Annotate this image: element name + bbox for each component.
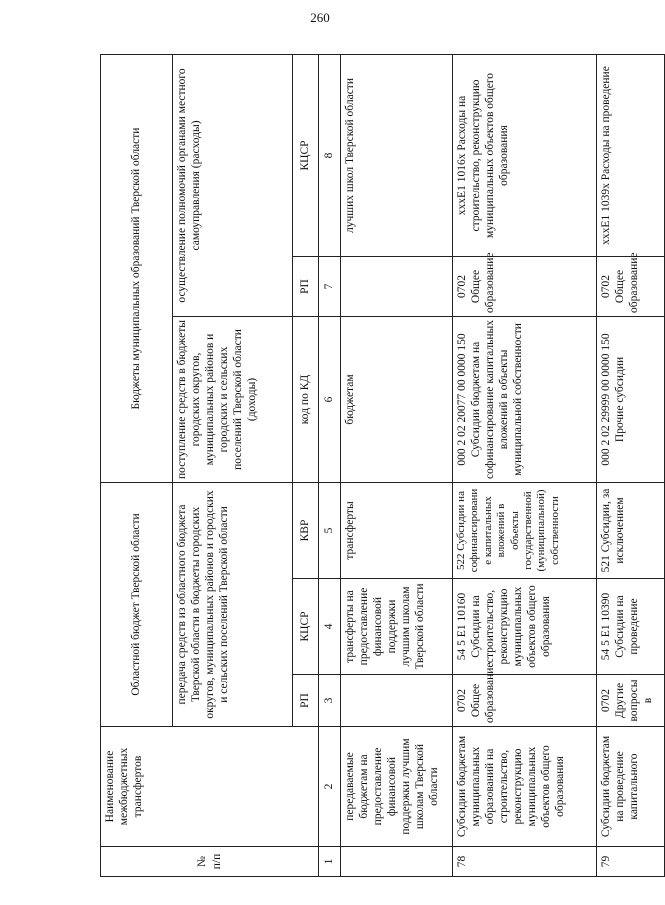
cell-kcsr2: xxxE1 1039x Расходы на проведение bbox=[597, 54, 665, 256]
rotated-table-container bbox=[100, 55, 655, 877]
table-row bbox=[341, 54, 453, 876]
header-regional-budget: Областной бюджет Тверской области bbox=[101, 482, 173, 726]
table-row bbox=[597, 54, 665, 876]
cell-kvr: трансферты bbox=[341, 482, 453, 578]
cell-kd: бюджетам bbox=[341, 316, 453, 482]
col-number: 3 bbox=[319, 675, 341, 727]
cell-kcsr: 54 5 E1 10160 Субсидии на строительство, реконструкцию муниципальных объектов общего образования bbox=[453, 579, 597, 675]
cell-kvr: 522 Субсидии на софинансировани е капитальных вложений в объекты государственной (муниципальной) собственности bbox=[453, 482, 597, 578]
header-rp: РП bbox=[293, 675, 319, 727]
cell-rp2: 0702 Общее образование bbox=[453, 256, 597, 316]
col-number: 8 bbox=[319, 54, 341, 256]
cell-kcsr2: xxxE1 1016x Расходы на строительство, реконструкцию муниципальных объектов общего образования bbox=[453, 54, 597, 256]
header-kcsr: КЦСР bbox=[293, 579, 319, 675]
col-number: 4 bbox=[319, 579, 341, 675]
col-number: 7 bbox=[319, 256, 341, 316]
cell-name: передаваемые бюджетам на предоставление финансовой поддержки лучшим школам Тверской области bbox=[341, 727, 453, 847]
header-municipal-expense-desc: осуществление полномочий органами местного самоуправления (расходы) bbox=[173, 54, 293, 316]
col-number: 6 bbox=[319, 316, 341, 482]
cell-rp2 bbox=[341, 256, 453, 316]
cell-num bbox=[341, 847, 453, 877]
header-rp2: РП bbox=[293, 256, 319, 316]
header-name: Наименование межбюджетных трансфертов bbox=[101, 727, 319, 847]
cell-num: 79 bbox=[597, 847, 665, 877]
cell-kcsr: 54 5 E1 10390 Субсидии на проведение bbox=[597, 579, 665, 675]
header-kd: код по КД bbox=[293, 316, 319, 482]
header-regional-desc: передача средств из областного бюджета Тверской области в бюджеты городских округов, муниципальных районов и городских и сельских поселений Тверской области bbox=[173, 482, 293, 726]
header-municipal-income-desc: поступление средств в бюджеты городских округов, муниципальных районов и городских и сельских поселений Тверской области (доходы) bbox=[173, 316, 293, 482]
cell-rp2: 0702 Общее образование bbox=[597, 256, 665, 316]
budget-table bbox=[100, 54, 665, 877]
cell-name: Субсидии бюджетам муниципальных образований на строительство, реконструкцию муниципальных объектов общего образования bbox=[453, 727, 597, 847]
cell-kd: 000 2 02 20077 00 0000 150 Субсидии бюджетам на софинансирование капитальных вложений в объекты муниципальной собственности bbox=[453, 316, 597, 482]
cell-kcsr2: лучших школ Тверской области bbox=[341, 54, 453, 256]
col-number: 2 bbox=[319, 727, 341, 847]
table-row bbox=[453, 54, 597, 876]
header-municipal-budgets: Бюджеты муниципальных образований Тверской области bbox=[101, 54, 173, 482]
col-number: 1 bbox=[319, 847, 341, 877]
header-kcsr2: КЦСР bbox=[293, 54, 319, 256]
cell-kcsr: трансферты на предоставление финансовой поддержки лучшим школам Тверской области bbox=[341, 579, 453, 675]
cell-rp: 0702 Другие вопросы в bbox=[597, 675, 665, 727]
column-numbers-row bbox=[319, 54, 341, 876]
cell-rp: 0702 Общее образование bbox=[453, 675, 597, 727]
page-number: 260 bbox=[310, 10, 330, 25]
cell-num: 78 bbox=[453, 847, 597, 877]
header-num: № п/п bbox=[101, 847, 319, 877]
cell-kd: 000 2 02 29999 00 0000 150 Прочие субсидии bbox=[597, 316, 665, 482]
col-number: 5 bbox=[319, 482, 341, 578]
cell-name: Субсидии бюджетам на проведение капитального bbox=[597, 727, 665, 847]
header-kvr: КВР bbox=[293, 482, 319, 578]
cell-rp bbox=[341, 675, 453, 727]
cell-kvr: 521 Субсидии, за исключением bbox=[597, 482, 665, 578]
